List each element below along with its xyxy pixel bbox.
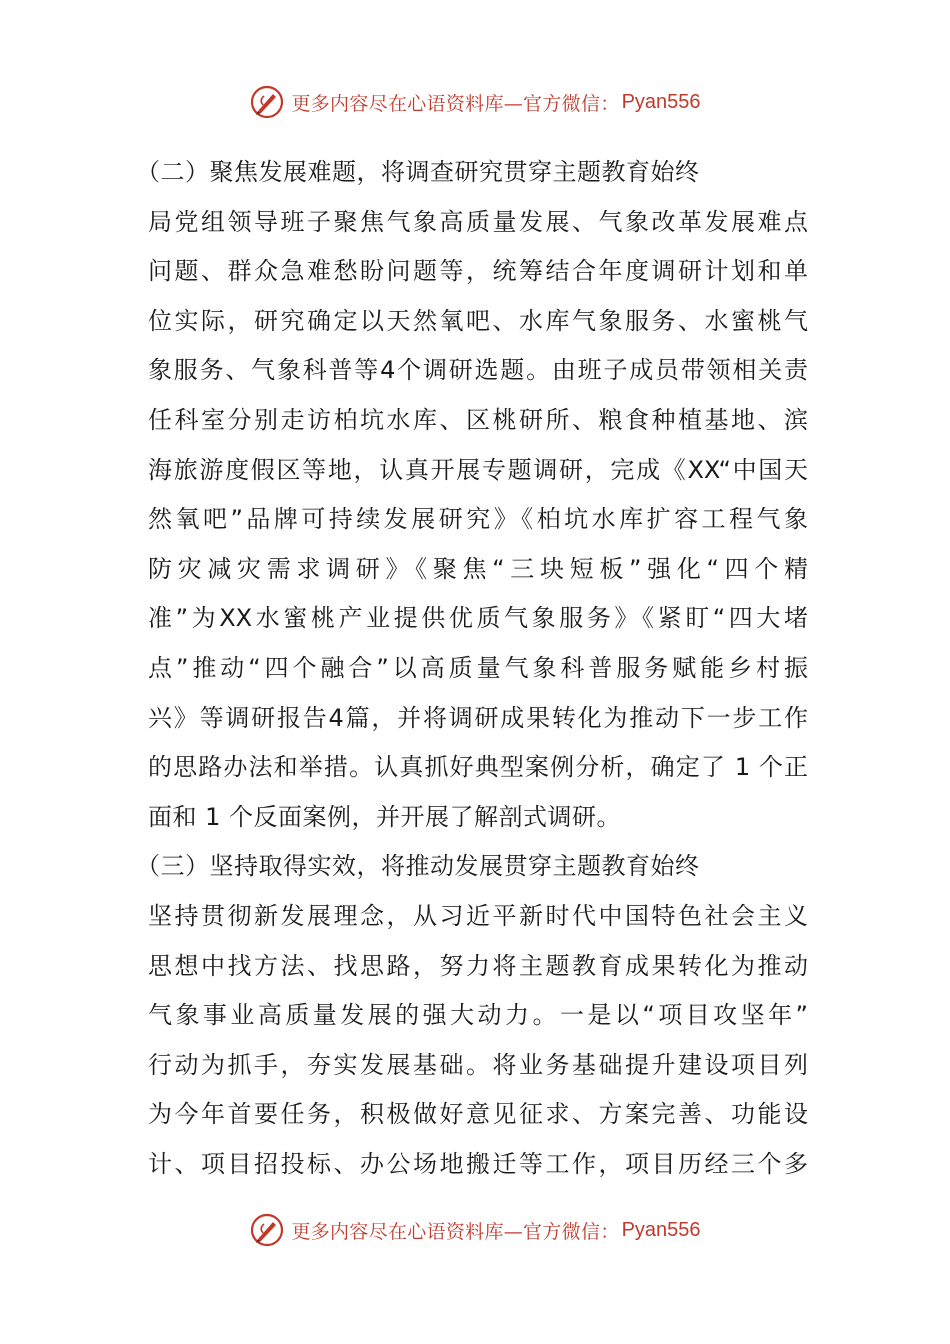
paragraph-line: 防灾减灾需求调研》《聚焦“三块短板”强化“四个精 <box>148 554 808 583</box>
paragraph-line: 局党组领导班子聚焦气象高质量发展、气象改革发展难点 <box>148 207 808 236</box>
watermark-text: 更多内容尽在心语资料库—官方微信： <box>291 92 620 115</box>
watermark-handle: Pyan556 <box>621 90 701 113</box>
paragraph-line: 思想中找方法、找思路，努力将主题教育成果转化为推动 <box>148 951 808 980</box>
section-heading-3: （三）坚持取得实效，将推动发展贯穿主题教育始终 <box>136 852 700 881</box>
document-body <box>136 148 808 1189</box>
paragraph-line: 的思路办法和举措。认真抓好典型案例分析，确定了 1 个正 <box>148 753 808 782</box>
paragraph-line: 兴》等调研报告4篇，并将调研成果转化为推动下一步工作 <box>148 703 808 732</box>
paragraph-line: 计、项目招投标、办公场地搬迁等工作，项目历经三个多 <box>148 1149 808 1178</box>
paragraph-line: 坚持贯彻新发展理念，从习近平新时代中国特色社会主义 <box>148 901 808 930</box>
watermark-banner-top <box>0 82 950 122</box>
paragraph-line: 点”推动“四个融合”以高质量气象科普服务赋能乡村振 <box>148 653 808 682</box>
paragraph-line: 气象事业高质量发展的强大动力。一是以“项目攻坚年” <box>148 1001 808 1030</box>
paragraph-line: 任科室分别走访柏坑水库、区桃研所、粮食种植基地、滨 <box>148 405 808 434</box>
paragraph-line: 准”为XX水蜜桃产业提供优质气象服务》《紧盯“四大堵 <box>148 604 808 633</box>
paragraph-line: 为今年首要任务，积极做好意见征求、方案完善、功能设 <box>148 1100 808 1129</box>
paragraph-line: 象服务、气象科普等4个调研选题。由班子成员带领相关责 <box>148 356 808 385</box>
paragraph-line: 位实际，研究确定以天然氧吧、水库气象服务、水蜜桃气 <box>148 306 808 335</box>
paragraph-line: 行动为抓手，夯实发展基础。将业务基础提升建设项目列 <box>148 1050 808 1079</box>
paragraph-line: 然氧吧”品牌可持续发展研究》《柏坑水库扩容工程气象 <box>148 505 808 534</box>
pen-logo-icon <box>249 84 285 120</box>
watermark-handle: Pyan556 <box>621 1218 701 1241</box>
paragraph-line: 问题、群众急难愁盼问题等，统筹结合年度调研计划和单 <box>148 257 808 286</box>
paragraph-line: 海旅游度假区等地，认真开展专题调研，完成《XX“中国天 <box>148 455 808 484</box>
watermark-text: 更多内容尽在心语资料库—官方微信： <box>291 1220 620 1243</box>
pen-logo-icon <box>249 1212 285 1248</box>
section-heading-2: （二）聚焦发展难题，将调查研究贯穿主题教育始终 <box>136 158 700 186</box>
paragraph-line: 面和 1 个反面案例，并开展了解剖式调研。 <box>148 802 622 831</box>
watermark-banner-bottom <box>0 1210 950 1250</box>
